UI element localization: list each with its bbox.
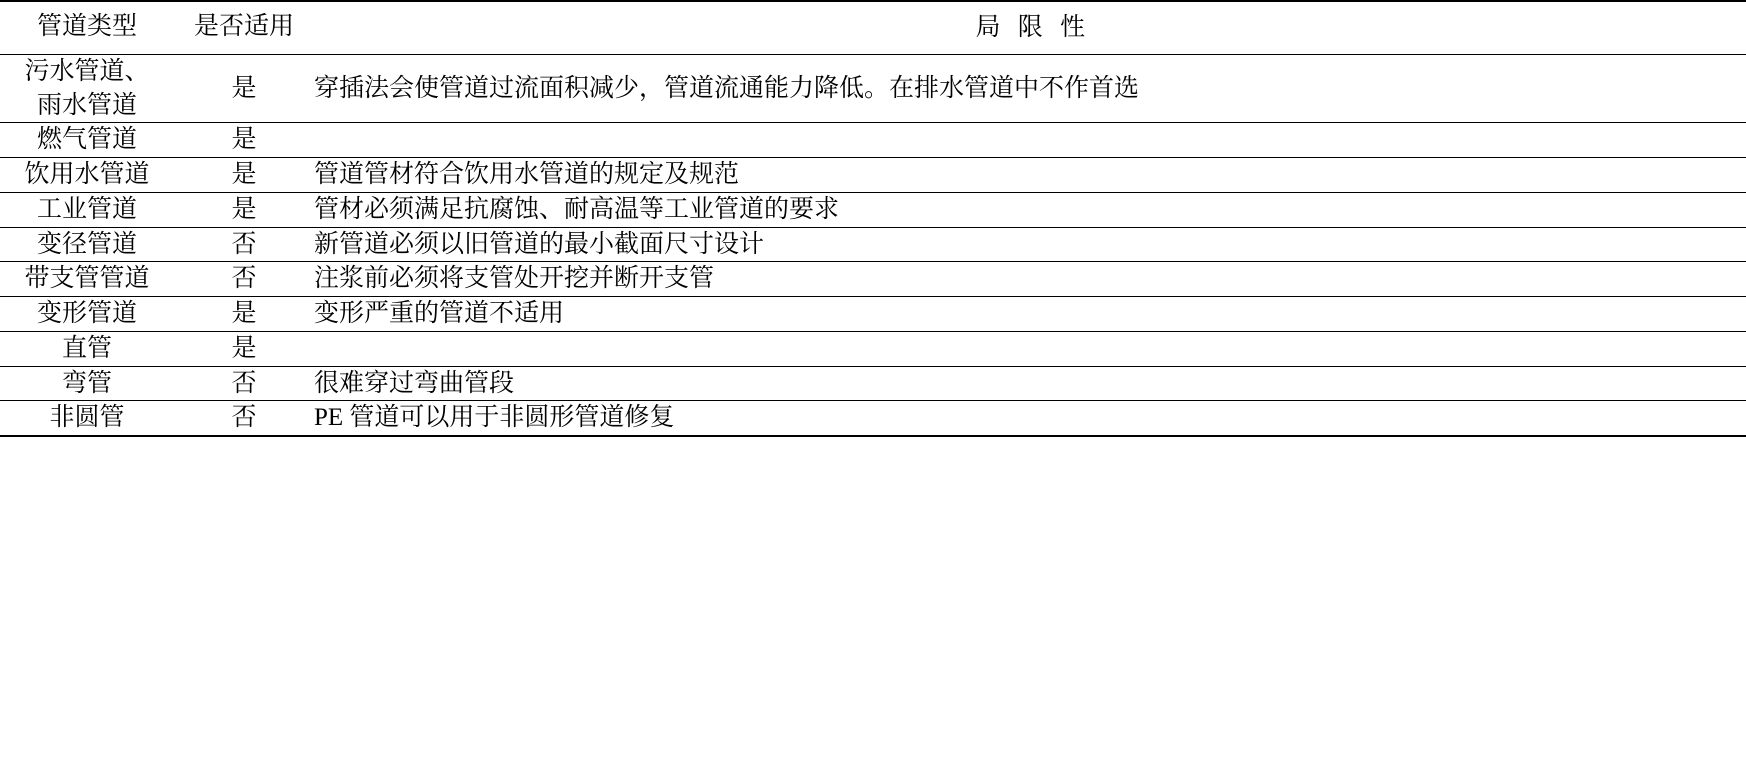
cell-limitation: [314, 331, 1746, 366]
table-header-row: [0, 1, 1746, 54]
table-row: [0, 401, 1746, 436]
table-row: [0, 331, 1746, 366]
table-row: [0, 123, 1746, 158]
cell-limitation: 注浆前必须将支管处开挖并断开支管: [314, 262, 1746, 297]
cell-limitation: 变形严重的管道不适用: [314, 297, 1746, 332]
header-cell-type: 管道类型: [0, 1, 174, 54]
header-cell-applicable: 是否适用: [174, 1, 314, 54]
table-row: [0, 54, 1746, 123]
cell-applicable: 是: [174, 123, 314, 158]
cell-applicable: 是: [174, 192, 314, 227]
cell-type: 工业管道: [0, 192, 174, 227]
cell-limitation: [314, 123, 1746, 158]
cell-limitation: 穿插法会使管道过流面积减少，管道流通能力降低。在排水管道中不作首选: [314, 54, 1746, 123]
cell-type: 燃气管道: [0, 123, 174, 158]
cell-applicable: 是: [174, 54, 314, 123]
table-row: [0, 192, 1746, 227]
cell-type: 饮用水管道: [0, 158, 174, 193]
cell-applicable: 否: [174, 401, 314, 436]
cell-type: 弯管: [0, 366, 174, 401]
cell-type: 变形管道: [0, 297, 174, 332]
cell-type-line2: 雨水管道: [36, 91, 137, 119]
cell-type: 变径管道: [0, 227, 174, 262]
cell-type: 非圆管: [0, 401, 174, 436]
cell-type: 直管: [0, 331, 174, 366]
table-row: [0, 297, 1746, 332]
cell-type: 带支管管道: [0, 262, 174, 297]
cell-applicable: 否: [174, 227, 314, 262]
header-cell-limitation: 局 限 性: [314, 1, 1746, 54]
cell-applicable: 否: [174, 366, 314, 401]
cell-limitation: 很难穿过弯曲管段: [314, 366, 1746, 401]
cell-limitation: 新管道必须以旧管道的最小截面尺寸设计: [314, 227, 1746, 262]
cell-applicable: 否: [174, 262, 314, 297]
table-row: [0, 262, 1746, 297]
cell-applicable: 是: [174, 331, 314, 366]
cell-limitation: PE 管道可以用于非圆形管道修复: [314, 401, 1746, 436]
cell-applicable: 是: [174, 158, 314, 193]
cell-type-line1: 污水管道、: [24, 57, 150, 85]
cell-limitation: 管材必须满足抗腐蚀、耐高温等工业管道的要求: [314, 192, 1746, 227]
cell-limitation: 管道管材符合饮用水管道的规定及规范: [314, 158, 1746, 193]
cell-type: [0, 54, 174, 123]
table-row: [0, 227, 1746, 262]
cell-applicable: 是: [174, 297, 314, 332]
table-row: [0, 158, 1746, 193]
table-row: [0, 366, 1746, 401]
